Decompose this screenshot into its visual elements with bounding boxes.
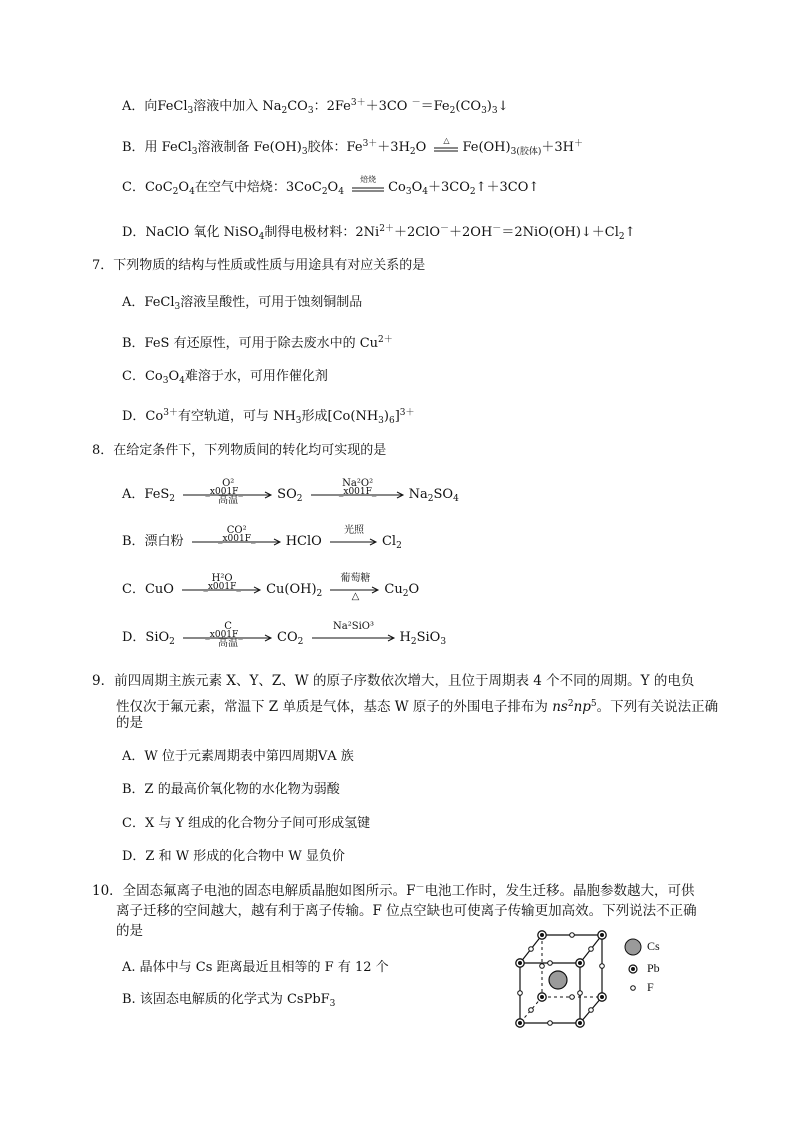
q8-stem: 8．在给定条件下，下列物质间的转化均可实现的是 xyxy=(92,443,387,458)
reaction-arrow: Na²O² _x001F_ xyxy=(310,488,406,502)
q9-stem-line-2: 性仅次于氟元素，常温下 Z 单质是气体，基态 W 原子的外围电子排布为 $ns^2np^5$。下列有关说法正确 xyxy=(116,699,719,715)
q7-option-b[interactable]: B．FeS 有还原性，可用于除去废水中的 $Cu^{2+}$ xyxy=(122,335,393,351)
q10-option-b[interactable]: B. 该固态电解质的化学式为 CsPbF$_3$ xyxy=(122,992,336,1009)
q8-option-a[interactable]: A．FeS$_2$ O² _x001F_ 高温 $SO_2$ Na²O² _x001F_ $Na_2SO_4$ xyxy=(122,477,459,506)
q9-option-a[interactable]: A．W 位于元素周期表中第四周期ⅤA 族 xyxy=(122,749,354,764)
cs-atom xyxy=(549,971,567,989)
q6-option-d[interactable]: D．NaClO 氧化 NiSO$_4$制得电极材料：$2Ni^{2+}+2ClO^-+2OH^-=2NiO(OH)↓+Cl_2↑$ xyxy=(122,224,636,242)
reaction-arrow: Na²SiO³ xyxy=(311,631,397,645)
q10-stem-line-1: 10．全固态氟离子电池的固态电解质晶胞如图所示。F－电池工作时，发生迁移。晶胞参数越大，可供 xyxy=(92,883,695,899)
q7-option-d[interactable]: D．$Co^{3+}$有空轨道，可与 $NH_3$形成$[Co(NH_3)_6]^{3+}$ xyxy=(122,408,415,426)
q6-option-b[interactable]: B．用 FeCl$_3$溶液制备 $Fe(OH)_3$胶体：$Fe^{3+}+3H_2O$ △ $Fe(OH)_{3(胶体)}+3H^+$ xyxy=(122,135,583,157)
q10-option-a[interactable]: A. 晶体中与 Cs 距离最近且相等的 F 有 12 个 xyxy=(122,960,389,975)
q6-option-c[interactable]: C．$CoC_2O_4$在空气中焙烧：$3CoC_2O_4$ 焙烧 $Co_3O_4+3CO_2↑+3CO↑$ xyxy=(122,174,540,197)
q9-option-b[interactable]: B．Z 的最高价氧化物的水化物为弱酸 xyxy=(122,782,340,797)
q10-stem-line-3: 的是 xyxy=(116,923,143,939)
q6-option-a[interactable]: A．向FeCl$_3$溶液中加入 $Na_2CO_3$：$2Fe^{3+}+3CO$ $^-=Fe_2(CO_3)_3↓$ xyxy=(122,98,509,116)
legend-icons xyxy=(624,938,644,998)
crystal-cell-diagram xyxy=(506,925,616,1030)
reaction-arrow: H²O _x001F_ xyxy=(181,583,263,597)
atom-legend xyxy=(624,938,684,998)
reaction-arrow: 光照 xyxy=(329,535,379,549)
reaction-arrow: O² _x001F_ 高温 xyxy=(182,488,274,502)
reaction-arrow: 葡萄糖 △ xyxy=(329,583,381,597)
q8-option-b[interactable]: B．漂白粉 CO² _x001F_ HClO 光照 $Cl_2$ xyxy=(122,524,402,551)
legend-cs-label: Cs xyxy=(647,939,660,953)
q9-option-d[interactable]: D．Z 和 W 形成的化合物中 W 显负价 xyxy=(122,849,345,864)
roast-condition-sign: 焙烧 xyxy=(360,174,377,184)
q9-option-c[interactable]: C．X 与 Y 组成的化合物分子间可形成氢键 xyxy=(122,816,371,831)
q7-option-a[interactable]: A．FeCl$_3$溶液呈酸性，可用于蚀刻铜制品 xyxy=(122,295,363,312)
heat-equilibrium-sign: △ xyxy=(443,135,450,145)
q7-option-c[interactable]: C．$Co_3O_4$难溶于水，可用作催化剂 xyxy=(122,369,328,386)
legend-f-label: F xyxy=(647,980,654,994)
q8-option-c[interactable]: C．CuO H²O _x001F_ $Cu(OH)_2$ 葡萄糖 △ $Cu_2O$ xyxy=(122,572,420,602)
reaction-arrow: C _x001F_ 高温 xyxy=(182,631,274,645)
reaction-arrow: CO² _x001F_ xyxy=(191,535,283,549)
q9-stem-line-1: 9．前四周期主族元素 X、Y、Z、W 的原子序数依次增大，且位于周期表 4 个不同的周期。Y 的电负 xyxy=(92,673,695,689)
q10-stem-line-2: 离子迁移的空间越大，越有利于离子传输。F 位点空缺也可使离子传输更加高效。下列说法不正确 xyxy=(116,903,697,919)
q8-option-d[interactable]: D．SiO$_2$ C _x001F_ 高温 $CO_2$ Na²SiO³ $H_2SiO_3$ xyxy=(122,620,447,649)
legend-pb-label: Pb xyxy=(647,961,660,975)
q7-stem: 7．下列物质的结构与性质或性质与用途具有对应关系的是 xyxy=(92,258,426,273)
q9-stem-line-3: 的是 xyxy=(116,715,143,731)
